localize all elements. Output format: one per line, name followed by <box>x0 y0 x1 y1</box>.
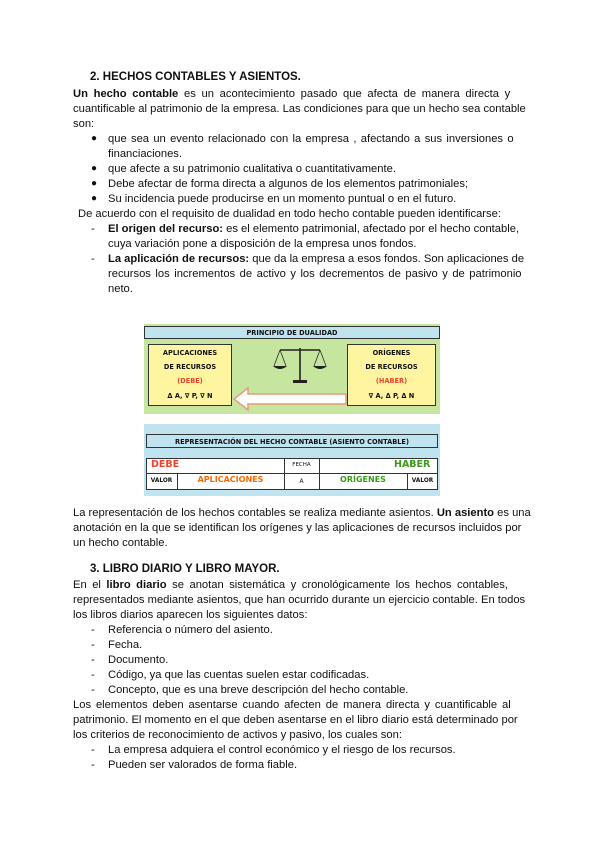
criterion-2: Pueden ser valorados de forma fiable. <box>108 759 298 771</box>
origenes-label: ORÍGENES <box>372 349 411 357</box>
criteria-intro-1: Los elementos deben asentarse cuando afecten de manera directa y cuantificable al <box>73 699 511 711</box>
dash: - <box>91 744 95 756</box>
bullet-dot: ● <box>91 193 98 204</box>
intro-line-3: son: <box>73 118 95 130</box>
aplicaciones-cell: APLICACIONES <box>197 475 264 484</box>
bullet-dot: ● <box>91 178 98 189</box>
condition-4: Su incidencia puede producirse en un momento puntual o en el futuro. <box>108 193 457 205</box>
application-line-2: recursos los incrementos de activo y los decrementos de pasivo y de patrimonio <box>108 268 522 280</box>
origin-line-1: El origen del recurso: es el elemento patrimonial, afectado por el hecho contable, <box>108 223 520 235</box>
debe-label: (DEBE) <box>177 377 203 385</box>
condition-1-cont: financiaciones. <box>108 148 183 160</box>
criteria-intro-3: los criterios de reconocimiento de activos y pasivo, los cuales son: <box>73 729 402 741</box>
criteria-intro-2: patrimonio. El momento en el que deben asentarse en el libro diario está determinado por <box>73 714 518 726</box>
balance-scale-icon <box>232 340 348 412</box>
data-item-2: Fecha. <box>108 639 143 651</box>
debe-variations: Δ A, ∇ P, ∇ N <box>167 392 213 400</box>
data-item-1: Referencia o número del asiento. <box>108 624 273 636</box>
application-line-3: neto. <box>108 283 133 295</box>
diario-line-3: los libros diarios aparecen los siguientes datos: <box>73 609 308 621</box>
table-divider <box>319 458 320 490</box>
dash: - <box>91 684 95 696</box>
data-item-4: Código, ya que las cuentas suelen estar codificadas. <box>108 669 370 681</box>
criterion-1: La empresa adquiera el control económico y el riesgo de los recursos. <box>108 744 456 756</box>
bullet-dot: ● <box>91 163 98 174</box>
dash: - <box>91 639 95 651</box>
asiento-line-2: anotación en la que se identifican los orígenes y las aplicaciones de recursos incluidos por <box>73 522 522 534</box>
debe-header: DEBE <box>151 459 180 470</box>
dash: - <box>91 654 95 666</box>
condition-1: que sea un evento relacionado con la empresa , afectando a sus inversiones o <box>108 133 514 145</box>
dash: - <box>91 223 95 235</box>
intro-line-1: Un hecho contable es un acontecimiento pasado que afecta de manera directa y <box>73 88 511 100</box>
application-line-1: La aplicación de recursos: que da la empresa a esos fondos. Son aplicaciones de <box>108 253 525 265</box>
table-divider <box>146 473 438 474</box>
intro-line-2: cuantificable al patrimonio de la empresa. Las condiciones para que un hecho sea contable <box>73 103 526 115</box>
condition-2: que afecte a su patrimonio cualitativa o cuantitativamente. <box>108 163 396 175</box>
origin-line-2: cuya variación pone a disposición de la empresa unos fondos. <box>108 238 417 250</box>
data-item-5: Concepto, que es una breve descripción del hecho contable. <box>108 684 409 696</box>
condition-3: Debe afectar de forma directa a algunos de los elementos patrimoniales; <box>108 178 469 190</box>
section-heading-2: 2. HECHOS CONTABLES Y ASIENTOS. <box>90 71 301 83</box>
fecha-header: FECHA <box>292 462 311 468</box>
diario-line-2: representados mediante asientos, que han ocurrido durante un ejercicio contable. En todos <box>73 594 526 606</box>
term-aplicacion: La aplicación de recursos: <box>108 253 250 265</box>
dash: - <box>91 759 95 771</box>
asiento-line-1: La representación de los hechos contables se realiza mediante asientos. Un asiento es una <box>73 507 531 519</box>
de-recursos-label: DE RECURSOS <box>163 363 217 371</box>
term-origen: El origen del recurso: <box>108 223 224 235</box>
duality-intro: De acuerdo con el requisito de dualidad en todo hecho contable pueden identificarse: <box>78 208 501 220</box>
valor-right: VALOR <box>411 478 434 484</box>
diario-line-1: En el libro diario se anotan sistemática y cronológicamente los hechos contables, <box>73 579 508 591</box>
duality-title: PRINCIPIO DE DUALIDAD <box>144 326 440 339</box>
haber-label: (HABER) <box>375 377 408 385</box>
dash: - <box>91 669 95 681</box>
asiento-line-3: un hecho contable. <box>73 537 168 549</box>
term-libro-diario: libro diario <box>106 579 167 591</box>
haber-header: HABER <box>394 459 431 470</box>
a-cell: A <box>299 478 304 485</box>
dash: - <box>91 253 95 265</box>
dash: - <box>91 624 95 636</box>
duality-diagram <box>144 324 440 496</box>
term-asiento: Un asiento <box>436 507 495 519</box>
data-item-3: Documento. <box>108 654 169 666</box>
term-hecho-contable: Un hecho contable <box>73 88 179 100</box>
de-recursos-label: DE RECURSOS <box>365 363 418 371</box>
section-heading-3: 3. LIBRO DIARIO Y LIBRO MAYOR. <box>90 563 280 575</box>
aplicaciones-label: APLICACIONES <box>162 349 218 357</box>
haber-variations: ∇ A, Δ P, Δ N <box>368 392 415 400</box>
representation-title: REPRESENTACIÓN DEL HECHO CONTABLE (ASIENTO CONTABLE) <box>146 434 438 448</box>
bullet-dot: ● <box>91 133 98 144</box>
valor-left: VALOR <box>150 478 173 484</box>
origenes-cell: ORÍGENES <box>340 475 386 484</box>
